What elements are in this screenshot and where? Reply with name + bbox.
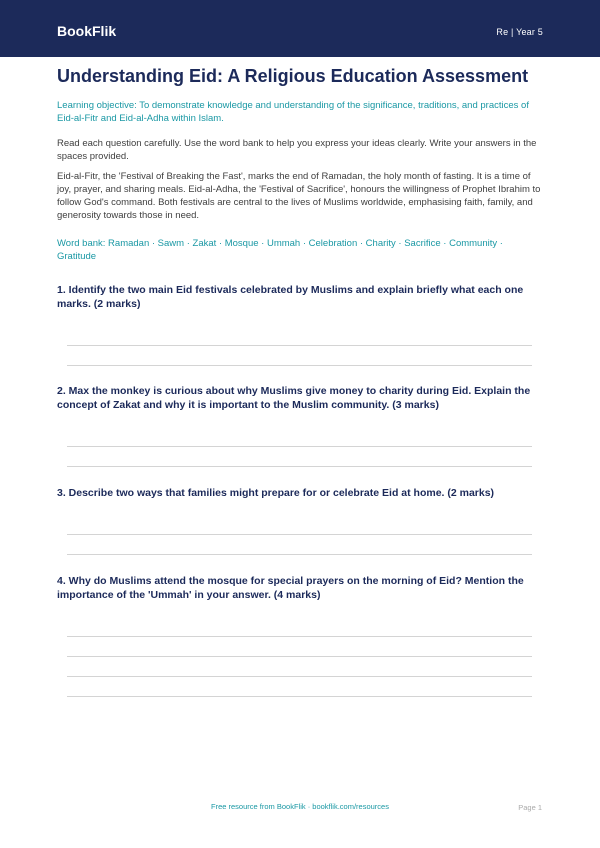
question-1: 1. Identify the two main Eid festivals celebrated by Muslims and explain briefly what each one marks. (2 marks) [57,284,524,310]
word-bank: Word bank: Ramadan · Sawm · Zakat · Mosque · Ummah · Celebration · Charity · Sacrifice · Community · Gratitude [57,238,503,262]
answer-line[interactable] [67,554,532,555]
footer-resource-link[interactable]: Free resource from BookFlik · bookflik.com/resources [211,802,389,811]
answer-line[interactable] [67,365,532,366]
answer-line[interactable] [67,656,532,657]
answer-line[interactable] [67,696,532,697]
intro-paragraph: Eid-al-Fitr, the 'Festival of Breaking the Fast', marks the end of Ramadan, the holy month of fasting. It is a time of joy, prayer, and sharing meals. Eid-al-Adha, the 'Festival of Sacrifice', honours the willingness of Prophet Ibrahim to follow God's command. Both festivals are central to the lives of Muslims worldwide, emphasising faith, family, and generosity towards those in need. [57,171,541,221]
learning-objective: Learning objective: To demonstrate knowledge and understanding of the significance, traditions, and practices of Eid-al-Fitr and Eid-al-Adha within Islam. [57,100,529,124]
brand-logo[interactable]: BookFlik [57,23,117,39]
answer-line[interactable] [67,466,532,467]
answer-line[interactable] [67,446,532,447]
question-2: 2. Max the monkey is curious about why Muslims give money to charity during Eid. Explain the concept of Zakat and why it is important to the Muslim community. (3 marks) [57,385,531,411]
instructions-text: Read each question carefully. Use the word bank to help you express your ideas clearly. Write your answers in the spaces provided. [57,138,537,162]
question-3: 3. Describe two ways that families might prepare for or celebrate Eid at home. (2 marks) [57,487,495,499]
question-4: 4. Why do Muslims attend the mosque for special prayers on the morning of Eid? Mention the importance of the 'Ummah' in your answer. (4 marks) [57,575,524,601]
answer-line[interactable] [67,534,532,535]
header-bar [0,0,600,57]
answer-line[interactable] [67,676,532,677]
subject-year-label: Re | Year 5 [496,27,543,37]
page-number: Page 1 [518,803,542,812]
answer-line[interactable] [67,345,532,346]
answer-line[interactable] [67,636,532,637]
page-title: Understanding Eid: A Religious Education Assessment [57,66,529,86]
